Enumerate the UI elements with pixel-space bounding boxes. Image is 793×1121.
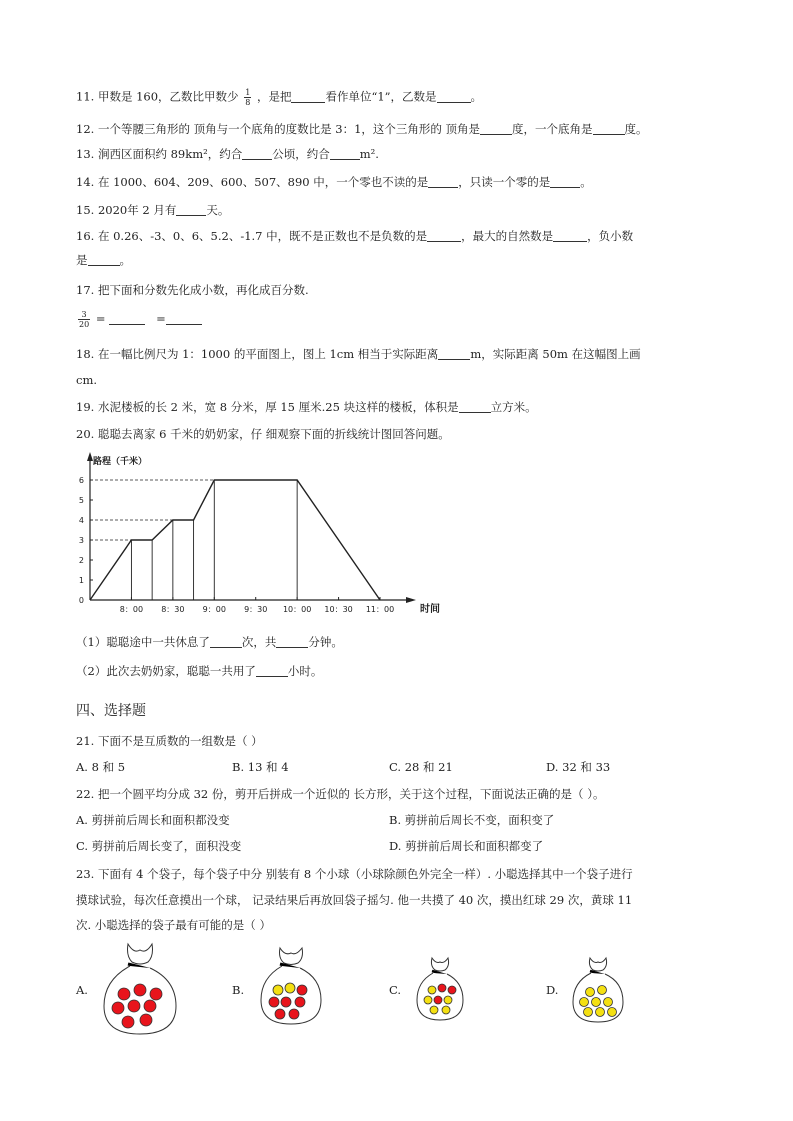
question-23-line2: 摸球试验，每次任意摸出一个球， 记录结果后再放回袋子摇匀. 他一共摸了 40 次，摸出红球 29 次，黄球 11: [76, 893, 633, 907]
yellow-ball: [598, 986, 607, 995]
answer-blank[interactable]: [330, 147, 360, 160]
y-tick-label: 0: [78, 596, 84, 605]
red-ball: [112, 1002, 124, 1014]
y-tick-label: 5: [78, 496, 84, 505]
yellow-ball: [442, 1006, 450, 1014]
red-ball: [128, 1000, 140, 1012]
question-23: 23. 下面有 4 个袋子，每个袋子中分 别装有 8 个小球（小球除颜色外完全一样）. 小聪选择其中一个袋子进行: [76, 867, 633, 881]
fraction-3-20: $\frac{3}{20}$: [79, 310, 90, 329]
question-12: 12. 一个等腰三角形的 顶角与一个底角的度数比是 3：1，这个三角形的 顶角是 度，一个底角是 度。: [76, 122, 648, 136]
y-tick-label: 4: [78, 516, 84, 525]
question-20-part1: （1）聪聪途中一共休息了 次，共 分钟。: [76, 635, 343, 649]
red-ball: [289, 1009, 299, 1019]
x-tick-label: 8：00: [119, 605, 144, 614]
q22-option-b[interactable]: B. 剪拼前后周长不变，面积变了: [389, 813, 555, 827]
y-tick-label: 3: [78, 536, 84, 545]
bag-option-b-label[interactable]: B.: [232, 983, 245, 997]
red-ball: [434, 996, 442, 1004]
answer-blank[interactable]: [291, 90, 325, 103]
q22-option-a[interactable]: A. 剪拼前后周长和面积都没变: [76, 813, 230, 827]
red-ball: [438, 984, 446, 992]
q21-option-a[interactable]: A. 8 和 5: [76, 760, 126, 774]
answer-blank[interactable]: [428, 175, 458, 188]
line-chart: [70, 450, 440, 620]
x-tick-label: 10：00: [282, 605, 312, 614]
question-21: 21. 下面不是互质数的一组数是（ ）: [76, 734, 263, 748]
q22-option-d[interactable]: D. 剪拼前后周长和面积都变了: [389, 839, 544, 853]
bag-d-image[interactable]: [570, 954, 626, 1024]
red-ball: [275, 1009, 285, 1019]
y-tick-label: 2: [78, 556, 84, 565]
question-11: 11. 甲数是 160，乙数比甲数少 $\frac{1}{8}$ ，是把 看作单位“1”，乙数是 。: [76, 88, 483, 107]
yellow-ball: [285, 983, 295, 993]
answer-blank[interactable]: [459, 400, 491, 413]
fraction-1-8: $\frac{1}{8}$: [245, 88, 251, 107]
question-16: 16. 在 0.26、-3、0、6、5.2、-1.7 中，既不是正数也不是负数的是 ，最大的自然数是 ，负小数: [76, 229, 634, 243]
bag-option-d-label[interactable]: D.: [546, 983, 559, 997]
answer-blank[interactable]: [437, 90, 471, 103]
bag-b-image[interactable]: [258, 944, 324, 1026]
yellow-ball: [428, 986, 436, 994]
red-ball: [297, 985, 307, 995]
q11-text: 11. 甲数是 160，乙数比甲数少: [76, 89, 239, 104]
y-axis-title: 路程（千米）: [93, 457, 148, 467]
bag-option-a-label[interactable]: A.: [76, 983, 88, 997]
yellow-ball: [580, 998, 589, 1007]
series-line: [90, 480, 380, 600]
y-tick-label: 1: [78, 576, 84, 585]
yellow-ball: [596, 1008, 605, 1017]
question-23-line3: 次. 小聪选择的袋子最有可能的是（ ）: [76, 918, 271, 932]
yellow-ball: [608, 1008, 617, 1017]
question-13: 13. 涧西区面积约 89km²，约合 公顷，约合 m².: [76, 147, 379, 161]
x-axis-arrow: [406, 597, 416, 603]
answer-blank[interactable]: [210, 635, 242, 648]
question-18-line2: cm.: [76, 373, 98, 387]
question-14: 14. 在 1000、604、209、600、507、890 中，一个零也不读的是 ，只读一个零的是 。: [76, 175, 592, 189]
answer-blank[interactable]: [109, 312, 145, 325]
yellow-ball: [592, 998, 601, 1007]
red-ball: [295, 997, 305, 1007]
answer-blank[interactable]: [553, 229, 587, 242]
answer-blank[interactable]: [256, 664, 288, 677]
yellow-ball: [444, 996, 452, 1004]
q21-option-c[interactable]: C. 28 和 21: [389, 760, 453, 774]
x-tick-label: 11：00: [365, 605, 395, 614]
answer-blank[interactable]: [550, 175, 580, 188]
red-ball: [118, 988, 130, 1000]
answer-blank[interactable]: [438, 347, 470, 360]
x-tick-label: 10：30: [324, 605, 353, 614]
q21-option-d[interactable]: D. 32 和 33: [546, 760, 611, 774]
yellow-ball: [584, 1008, 593, 1017]
question-16-line2: 是 。: [76, 253, 131, 267]
red-ball: [448, 986, 456, 994]
question-20: 20. 聪聪去离家 6 千米的奶奶家，仔 细观察下面的折线统计图回答问题。: [76, 427, 450, 441]
section-title: 四、选择题: [76, 703, 146, 719]
answer-blank[interactable]: [166, 312, 202, 325]
x-tick-label: 9：30: [244, 605, 268, 614]
red-ball: [269, 997, 279, 1007]
red-ball: [122, 1016, 134, 1028]
red-ball: [134, 984, 146, 996]
red-ball: [281, 997, 291, 1007]
red-ball: [150, 988, 162, 1000]
question-17: 17. 把下面和分数先化成小数，再化成百分数.: [76, 283, 309, 297]
yellow-ball: [273, 985, 283, 995]
bag-a-image[interactable]: [100, 940, 180, 1036]
answer-blank[interactable]: [427, 229, 461, 242]
answer-blank[interactable]: [593, 122, 625, 135]
question-20-part2: （2）此次去奶奶家，聪聪一共用了 小时。: [76, 664, 323, 678]
answer-blank[interactable]: [480, 122, 512, 135]
question-15: 15. 2020年 2 月有 天。: [76, 203, 230, 217]
bag-c-image[interactable]: [414, 954, 466, 1022]
yellow-ball: [430, 1006, 438, 1014]
answer-blank[interactable]: [276, 635, 308, 648]
x-axis-title: 时间: [420, 604, 440, 615]
question-22: 22. 把一个圆平均分成 32 份，剪开后拼成一个近似的 长方形，关于这个过程，下面说法正确的是（ ）。: [76, 787, 605, 801]
answer-blank[interactable]: [176, 203, 206, 216]
q21-option-b[interactable]: B. 13 和 4: [232, 760, 289, 774]
answer-blank[interactable]: [88, 253, 120, 266]
y-tick-label: 6: [78, 476, 84, 485]
answer-blank[interactable]: [242, 147, 272, 160]
yellow-ball: [604, 998, 613, 1007]
question-19: 19. 水泥楼板的长 2 米，宽 8 分米，厚 15 厘米.25 块这样的楼板，体积是 立方米。: [76, 400, 537, 414]
x-tick-label: 8：30: [161, 605, 185, 614]
yellow-ball: [586, 988, 595, 997]
red-ball: [140, 1014, 152, 1026]
question-18: 18. 在一幅比例尺为 1：1000 的平面图上，图上 1cm 相当于实际距离 m，实际距离 50m 在这幅图上画: [76, 347, 641, 361]
q22-option-c[interactable]: C. 剪拼前后周长变了，面积没变: [76, 839, 242, 853]
bag-option-c-label[interactable]: C.: [389, 983, 402, 997]
question-17-expression: $\frac{3}{20}$ = =: [76, 310, 202, 329]
yellow-ball: [424, 996, 432, 1004]
red-ball: [144, 1000, 156, 1012]
x-tick-label: 9：00: [202, 605, 226, 614]
